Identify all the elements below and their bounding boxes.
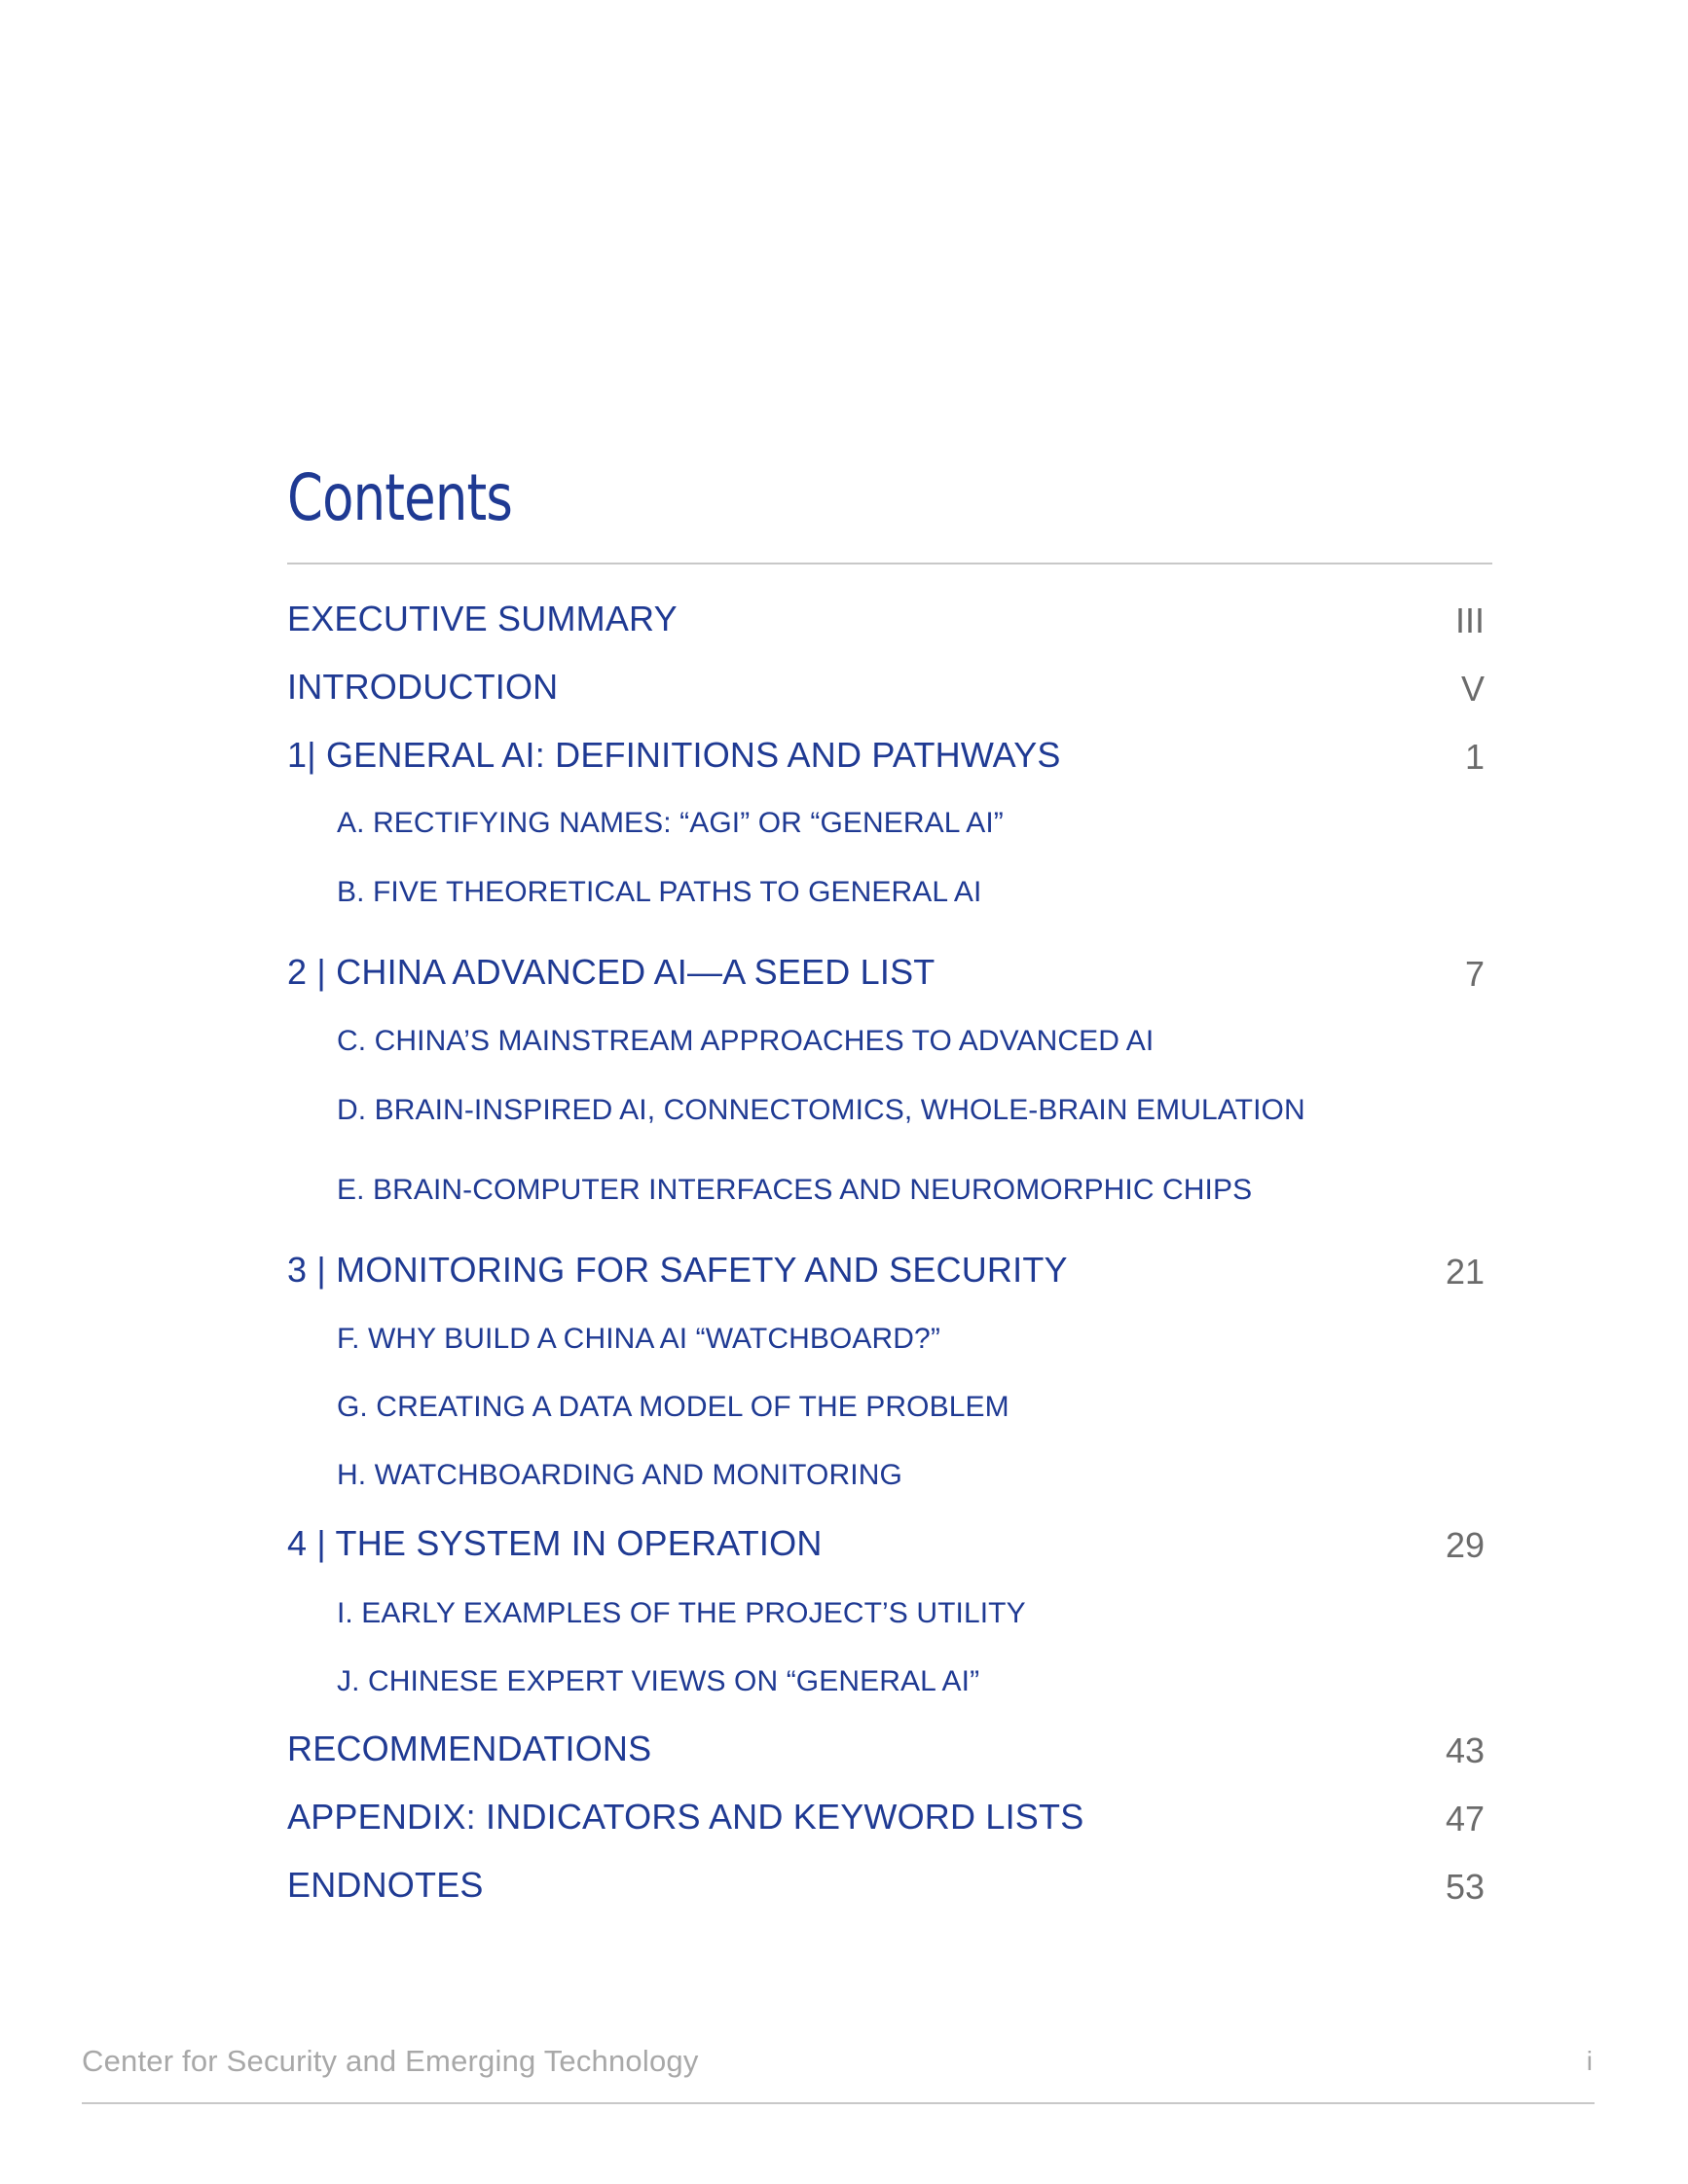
toc-entry-page: 7 [1464, 954, 1485, 994]
page-title: Contents [287, 460, 513, 535]
toc-subentry-j[interactable] [337, 1658, 1485, 1705]
title-divider [287, 563, 1492, 564]
toc-subentry-c[interactable] [337, 1018, 1485, 1065]
toc-entry-label: F. WHY BUILD A CHINA AI “WATCHBOARD?” [337, 1323, 940, 1355]
toc-entry-label: D. BRAIN-INSPIRED AI, CONNECTOMICS, WHOLE-BRAIN EMULATION [337, 1094, 1305, 1126]
toc-entry-page: 21 [1445, 1252, 1485, 1292]
toc-entry-chapter-3[interactable] [287, 1247, 1485, 1293]
toc-entry-label: RECOMMENDATIONS [287, 1729, 652, 1768]
toc-entry-label: I. EARLY EXAMPLES OF THE PROJECT’S UTILITY [337, 1597, 1026, 1629]
footer-divider [82, 2102, 1595, 2104]
toc-entry-chapter-4[interactable] [287, 1520, 1485, 1567]
toc-entry-label: A. RECTIFYING NAMES: “AGI” OR “GENERAL AI” [337, 807, 1004, 839]
toc-entry-label: J. CHINESE EXPERT VIEWS ON “GENERAL AI” [337, 1665, 980, 1697]
toc-entry-chapter-1[interactable] [287, 732, 1485, 779]
toc-entry-label: 4 | THE SYSTEM IN OPERATION [287, 1523, 823, 1563]
toc-subentry-b[interactable] [337, 869, 1485, 916]
toc-entry-label: H. WATCHBOARDING AND MONITORING [337, 1459, 902, 1491]
toc-entry-label: E. BRAIN-COMPUTER INTERFACES AND NEUROMORPHIC CHIPS [337, 1174, 1253, 1206]
toc-entry-label: INTRODUCTION [287, 667, 559, 707]
toc-subentry-g[interactable] [337, 1384, 1485, 1431]
toc-subentry-f[interactable] [337, 1316, 1485, 1363]
toc-entry-label: 3 | MONITORING FOR SAFETY AND SECURITY [287, 1250, 1068, 1290]
toc-subentry-h[interactable] [337, 1452, 1485, 1499]
toc-entry-executive-summary[interactable] [287, 596, 1485, 642]
toc-entry-label: G. CREATING A DATA MODEL OF THE PROBLEM [337, 1391, 1009, 1423]
toc-entry-page: V [1460, 669, 1485, 709]
toc-subentry-a[interactable] [337, 800, 1485, 847]
toc-entry-label: EXECUTIVE SUMMARY [287, 599, 678, 638]
toc-entry-page: III [1454, 601, 1485, 640]
toc-entry-page: 1 [1464, 737, 1485, 777]
toc-entry-chapter-2[interactable] [287, 949, 1485, 996]
toc-entry-appendix[interactable] [287, 1794, 1485, 1840]
toc-entry-label: APPENDIX: INDICATORS AND KEYWORD LISTS [287, 1797, 1084, 1837]
toc-entry-recommendations[interactable] [287, 1726, 1485, 1772]
toc-entry-page: 47 [1445, 1799, 1485, 1838]
toc-entry-label: C. CHINA’S MAINSTREAM APPROACHES TO ADVANCED AI [337, 1025, 1155, 1057]
toc-entry-label: ENDNOTES [287, 1865, 484, 1905]
toc-subentry-i[interactable] [337, 1590, 1485, 1637]
toc-entry-page: 29 [1445, 1525, 1485, 1565]
footer-organization: Center for Security and Emerging Technology [82, 2044, 699, 2078]
toc-entry-endnotes[interactable] [287, 1862, 1485, 1909]
footer-page-number: i [1586, 2046, 1593, 2076]
toc-entry-label: 1| GENERAL AI: DEFINITIONS AND PATHWAYS [287, 735, 1061, 775]
toc-entry-page: 43 [1445, 1730, 1485, 1770]
toc-entry-label: B. FIVE THEORETICAL PATHS TO GENERAL AI [337, 876, 982, 908]
toc-subentry-e[interactable] [337, 1167, 1485, 1214]
toc-entry-introduction[interactable] [287, 664, 1485, 710]
toc-entry-label: 2 | CHINA ADVANCED AI—A SEED LIST [287, 952, 936, 992]
toc-subentry-d[interactable] [337, 1087, 1485, 1134]
toc-entry-page: 53 [1445, 1867, 1485, 1907]
